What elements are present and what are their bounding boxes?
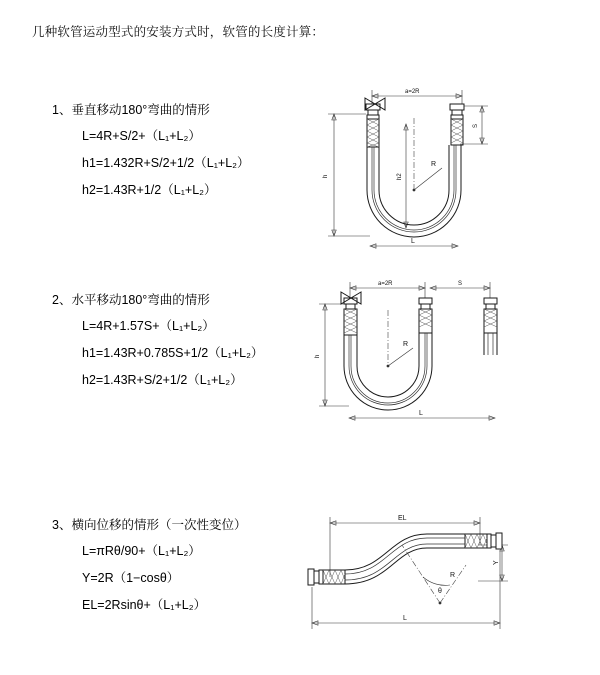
section-2-formula-1: L=4R+1.57S+（L₁+L₂） — [82, 319, 215, 333]
dim-label-theta: θ — [438, 588, 442, 595]
section-2-text — [52, 290, 302, 397]
section-1-formula-2: h1=1.432R+S/2+1/2（L₁+L₂） — [82, 156, 250, 170]
section-3-title: 3、横向位移的情形（一次性变位） — [52, 518, 247, 532]
dim-label-a-2r-2: a=2R — [378, 281, 393, 287]
section-3-formula-2: Y=2R（1−cosθ） — [82, 571, 180, 585]
dim-label-l-3: L — [403, 615, 407, 622]
section-2-title: 2、水平移动180°弯曲的情形 — [52, 293, 210, 307]
section-3-diagram — [290, 505, 540, 640]
section-2-formula-3: h2=1.43R+S/2+1/2（L₁+L₂） — [82, 373, 243, 387]
section-2-diagram — [305, 270, 535, 435]
dim-label-y: Y — [493, 560, 500, 565]
section-1-diagram — [310, 78, 530, 263]
section-1-formula-1: L=4R+S/2+（L₁+L₂） — [82, 129, 201, 143]
dim-label-r-3: R — [450, 572, 456, 579]
dim-label-r-2: R — [403, 341, 409, 348]
dim-label-r: R — [431, 161, 437, 168]
dim-label-h2: h2 — [397, 173, 403, 180]
section-3-text — [52, 515, 302, 622]
section-3-formula-3: EL=2Rsinθ+（L₁+L₂） — [82, 598, 207, 612]
dim-label-a-2r: a=2R — [405, 89, 420, 95]
section-2-formula-2: h1=1.43R+0.785S+1/2（L₁+L₂） — [82, 346, 264, 360]
dim-label-el: EL — [398, 515, 407, 522]
dim-label-s-2: S — [458, 281, 463, 287]
page-title: 几种软管运动型式的安装方式时，软管的长度计算： — [32, 25, 325, 39]
section-1-title: 1、垂直移动180°弯曲的情形 — [52, 103, 210, 117]
section-3-formula-1: L=πRθ/90+（L₁+L₂） — [82, 544, 201, 558]
dim-label-s: S — [473, 123, 479, 128]
section-1-formula-3: h2=1.43R+1/2（L₁+L₂） — [82, 183, 217, 197]
section-1-text — [52, 100, 302, 207]
dim-label-h-2: h — [315, 354, 321, 358]
dim-label-h: h — [323, 174, 329, 178]
dim-label-l-2: L — [419, 410, 423, 417]
dim-label-l: L — [411, 238, 415, 245]
